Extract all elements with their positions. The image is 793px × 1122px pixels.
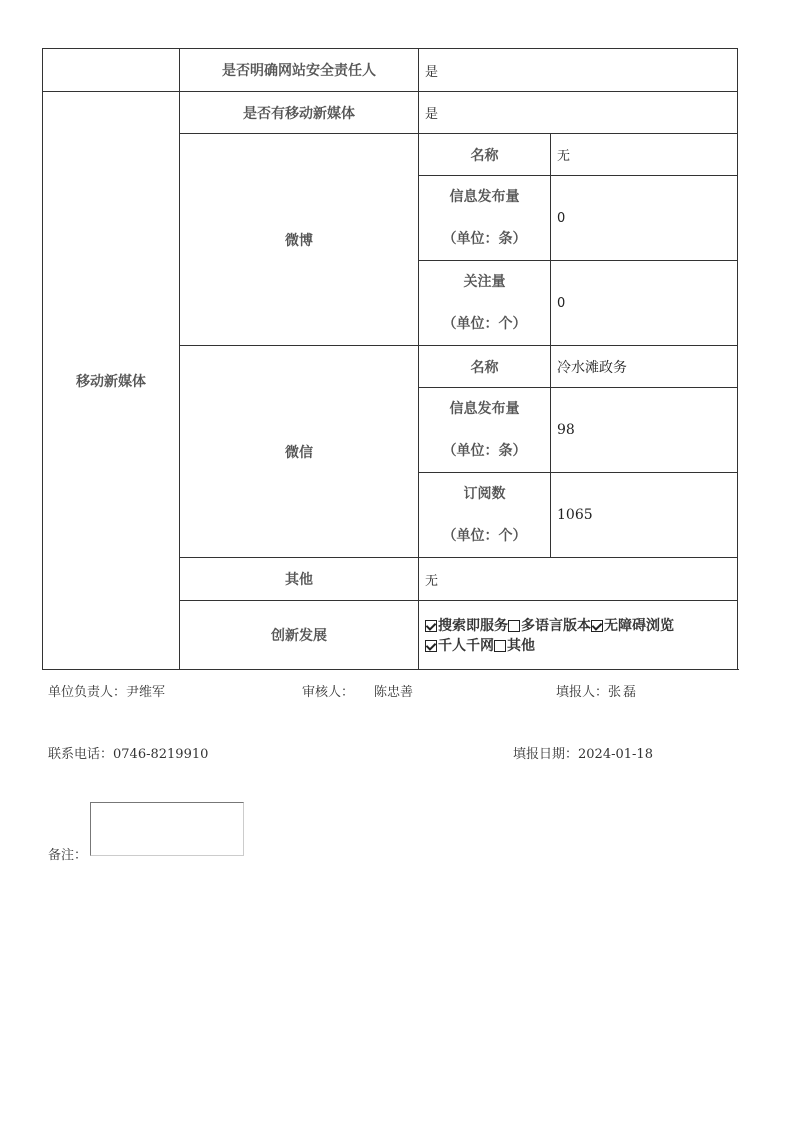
wechat-subs-title: 订阅数 <box>463 486 506 502</box>
reviewer-value: 陈忠善 <box>374 685 414 700</box>
wechat-subs-value: 1065 <box>551 473 738 558</box>
weibo-label: 微博 <box>180 134 419 346</box>
phone <box>48 743 208 762</box>
phone-value: 0746-8219910 <box>113 747 209 762</box>
fill-date <box>513 743 653 762</box>
weibo-follow-value: 0 <box>551 261 738 346</box>
option-other[interactable] <box>494 638 535 654</box>
wechat-posts-unit: （单位：条） <box>442 443 527 459</box>
other-label: 其他 <box>180 558 419 601</box>
reviewer <box>302 681 413 700</box>
group-mobile-media-label: 移动新媒体 <box>43 92 180 670</box>
wechat-label: 微信 <box>180 346 419 558</box>
filler <box>556 681 638 700</box>
wechat-subs-label <box>419 473 551 558</box>
reviewer-label: 审核人： <box>302 685 355 700</box>
remark-input-box[interactable] <box>90 802 244 856</box>
checkbox-unchecked-icon[interactable] <box>494 640 506 652</box>
filler-label: 填报人： <box>556 685 609 700</box>
unit-head-value: 尹维军 <box>126 685 166 700</box>
has-media-value: 是 <box>419 92 738 134</box>
remark-label: 备注： <box>48 848 88 863</box>
innovation-label: 创新发展 <box>180 601 419 670</box>
innovation-options <box>419 601 738 670</box>
row-safety <box>43 49 738 92</box>
unit-head <box>48 681 165 700</box>
safety-value: 是 <box>419 49 738 92</box>
has-media-label: 是否有移动新媒体 <box>180 92 419 134</box>
weibo-follow-unit: （单位：个） <box>442 316 527 332</box>
report-table <box>42 48 738 670</box>
option-personalized[interactable] <box>425 638 494 654</box>
wechat-posts-title: 信息发布量 <box>449 401 520 417</box>
other-value: 无 <box>419 558 738 601</box>
option-label: 多语言版本 <box>521 618 591 634</box>
wechat-subs-unit: （单位：个） <box>442 528 527 544</box>
date-label: 填报日期： <box>513 747 579 762</box>
filler-value: 张磊 <box>608 685 639 700</box>
weibo-name-label: 名称 <box>419 134 551 176</box>
wechat-name-value: 冷水滩政务 <box>551 346 738 388</box>
checkbox-unchecked-icon[interactable] <box>508 620 520 632</box>
wechat-posts-value: 98 <box>551 388 738 473</box>
weibo-posts-value: 0 <box>551 176 738 261</box>
weibo-name-value: 无 <box>551 134 738 176</box>
weibo-follow-title: 关注量 <box>463 274 506 290</box>
checkbox-checked-icon[interactable] <box>425 620 437 632</box>
option-search-service[interactable] <box>425 618 508 634</box>
wechat-name-label: 名称 <box>419 346 551 388</box>
checkbox-checked-icon[interactable] <box>591 620 603 632</box>
weibo-posts-title: 信息发布量 <box>449 189 520 205</box>
option-label: 无障碍浏览 <box>604 618 674 634</box>
option-accessibility[interactable] <box>591 618 674 634</box>
option-multilingual[interactable] <box>508 618 591 634</box>
weibo-posts-label <box>419 176 551 261</box>
date-value: 2024-01-18 <box>578 747 653 762</box>
wechat-posts-label <box>419 388 551 473</box>
weibo-posts-unit: （单位：条） <box>442 231 527 247</box>
option-label: 其他 <box>507 638 535 654</box>
empty-cell <box>43 49 180 92</box>
unit-head-label: 单位负责人： <box>48 685 127 700</box>
row-has-media <box>43 92 738 134</box>
option-label: 千人千网 <box>438 638 494 654</box>
weibo-follow-label <box>419 261 551 346</box>
checkbox-checked-icon[interactable] <box>425 640 437 652</box>
safety-label: 是否明确网站安全责任人 <box>180 49 419 92</box>
phone-label: 联系电话： <box>48 747 114 762</box>
option-label: 搜索即服务 <box>438 618 508 634</box>
